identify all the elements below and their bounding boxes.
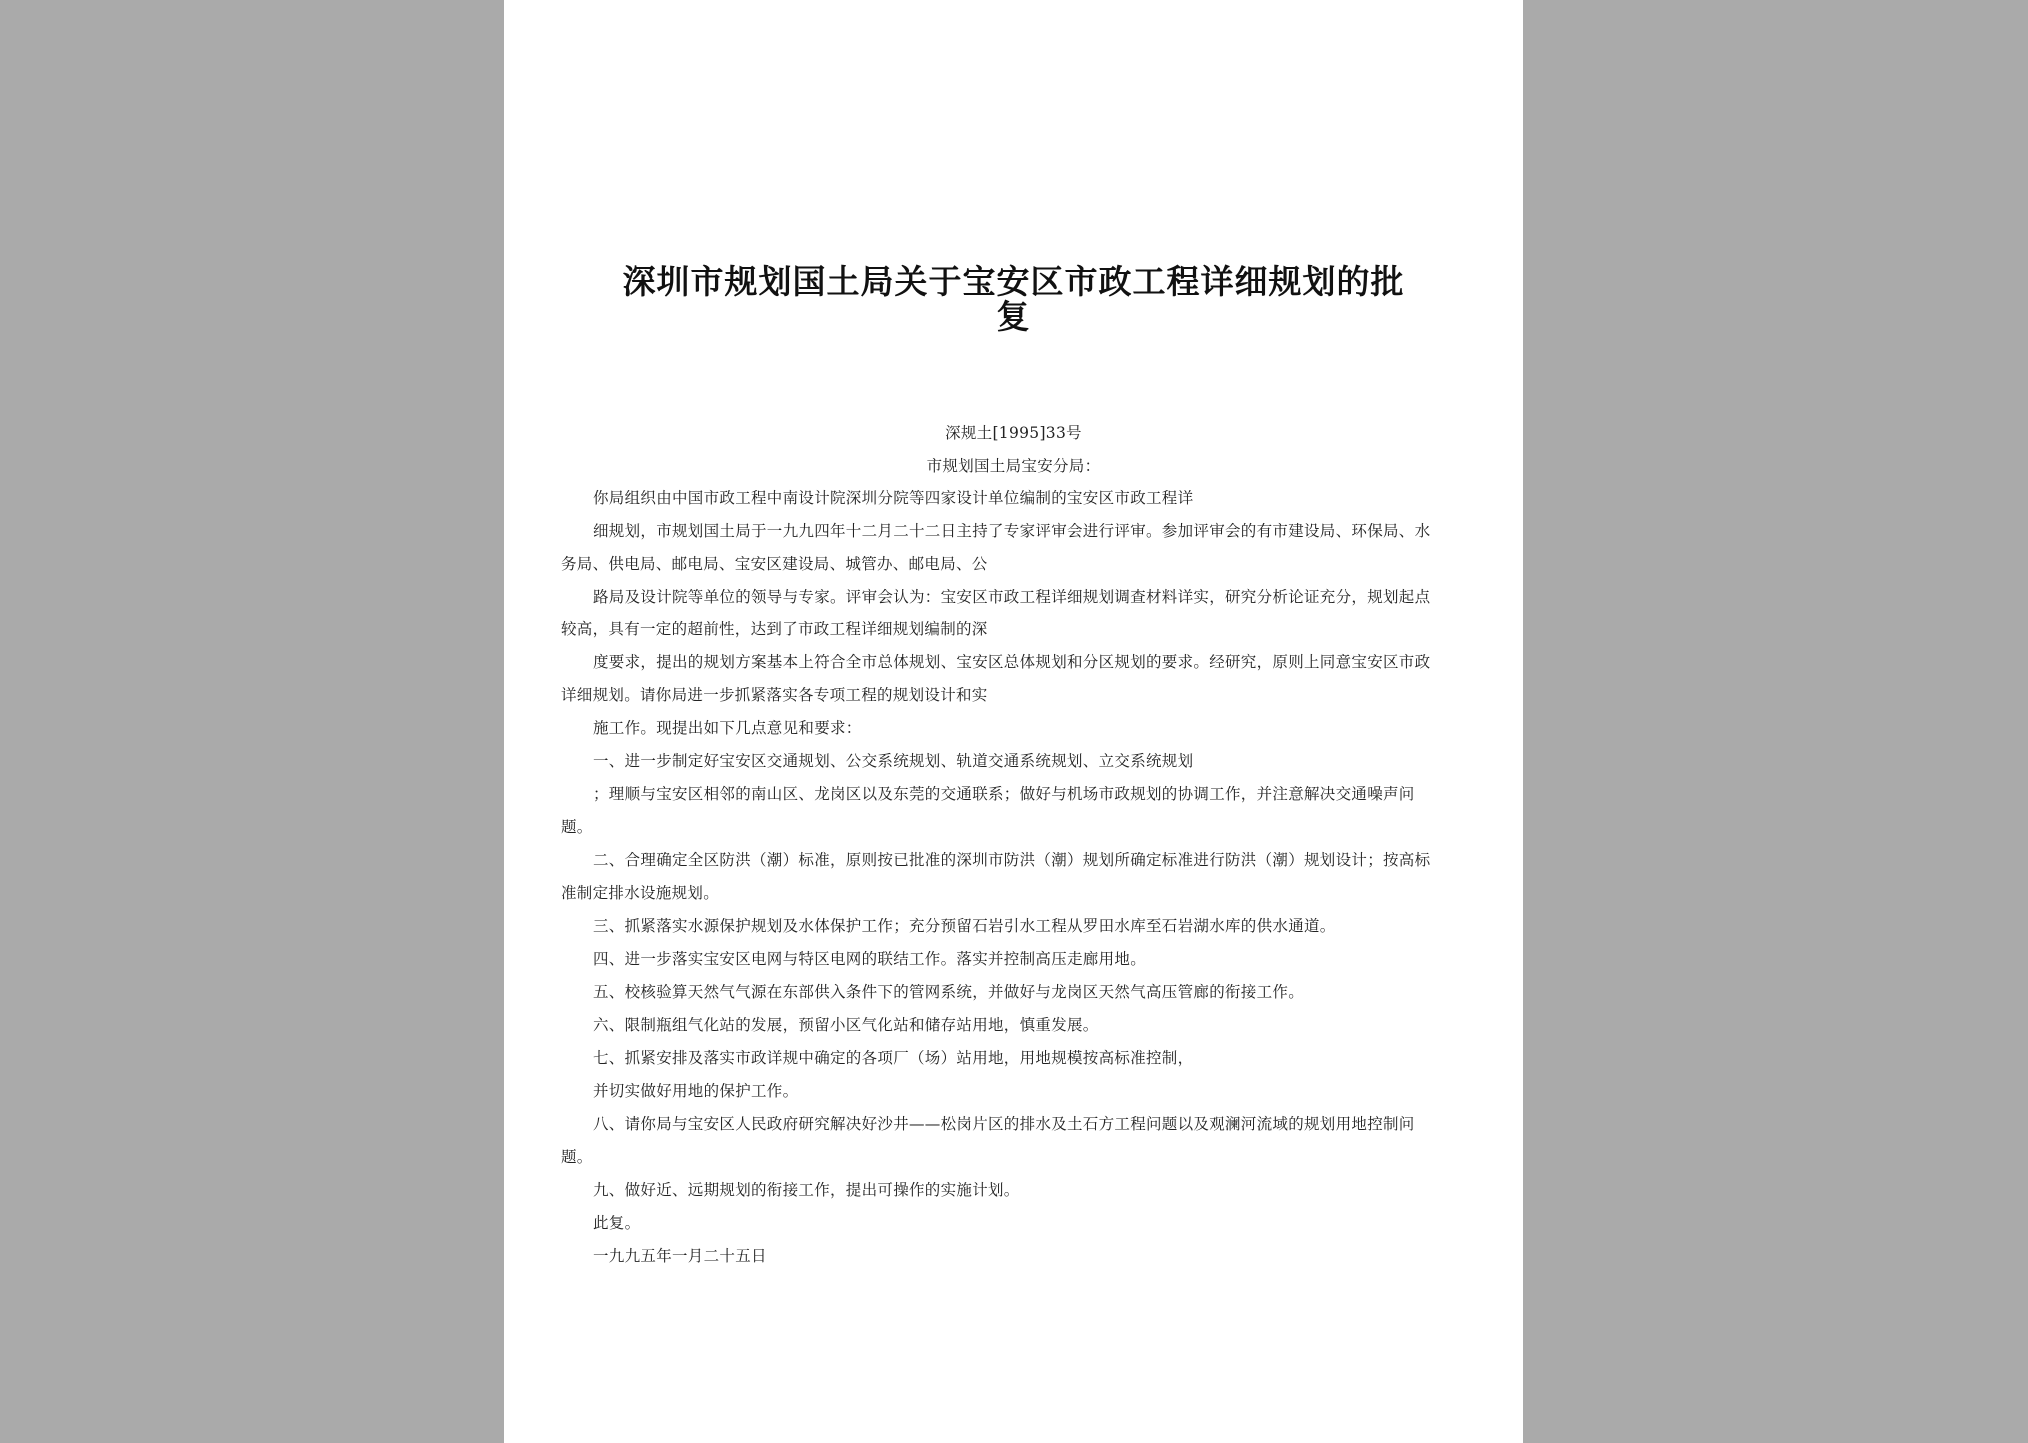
body-line: 九、做好近、远期规划的衔接工作，提出可操作的实施计划。 (593, 1181, 1020, 1199)
body-line: 并切实做好用地的保护工作。 (593, 1082, 799, 1100)
date-line: 一九九五年一月二十五日 (593, 1247, 767, 1265)
body-line: 你局组织由中国市政工程中南设计院深圳分院等四家设计单位编制的宝安区市政工程详 (593, 489, 1194, 507)
body-line: 三、抓紧落实水源保护规划及水体保护工作；充分预留石岩引水工程从罗田水库至石岩湖水库的供水通道。 (593, 917, 1336, 935)
body-line: 六、限制瓶组气化站的发展，预留小区气化站和储存站用地，慎重发展。 (593, 1016, 1099, 1034)
body-line: 路局及设计院等单位的领导与专家。评审会认为：宝安区市政工程详细规划调查材料详实，研究分析论证充分，规划起点 (593, 588, 1431, 606)
recipient-line: 市规划国土局宝安分局： (926, 457, 1101, 475)
body-line: 准制定排水设施规划。 (561, 884, 720, 902)
body-line: 施工作。现提出如下几点意见和要求： (593, 719, 862, 737)
body-line: ；理顺与宝安区相邻的南山区、龙岗区以及东莞的交通联系；做好与机场市政规划的协调工作，并注意解决交通噪声问 (593, 785, 1415, 803)
body-line: 一、进一步制定好宝安区交通规划、公交系统规划、轨道交通系统规划、立交系统规划 (593, 752, 1194, 770)
body-line: 二、合理确定全区防洪（潮）标准，原则按已批准的深圳市防洪（潮）规划所确定标准进行防洪（潮）规划设计；按高标 (593, 851, 1431, 869)
body-line: 八、请你局与宝安区人民政府研究解决好沙井——松岗片区的排水及土石方工程问题以及观澜河流域的规划用地控制问 (593, 1115, 1415, 1133)
closing-line: 此复。 (593, 1214, 641, 1232)
document-number: 深规土[1995]33号 (945, 424, 1082, 442)
body-line: 题。 (561, 1148, 593, 1166)
document-title-line-2: 复 (996, 297, 1031, 336)
body-line: 务局、供电局、邮电局、宝安区建设局、城管办、邮电局、公 (561, 555, 988, 573)
body-line: 度要求，提出的规划方案基本上符合全市总体规划、宝安区总体规划和分区规划的要求。经研究，原则上同意宝安区市政 (593, 653, 1431, 671)
body-line: 题。 (561, 818, 593, 836)
body-line: 七、抓紧安排及落实市政详规中确定的各项厂（场）站用地，用地规模按高标准控制， (593, 1049, 1194, 1067)
body-line: 四、进一步落实宝安区电网与特区电网的联结工作。落实并控制高压走廊用地。 (593, 950, 1147, 968)
document-title-line-1: 深圳市规划国土局关于宝安区市政工程详细规划的批 (622, 262, 1405, 301)
document-page (504, 0, 1523, 1443)
body-line: 较高，具有一定的超前性，达到了市政工程详细规划编制的深 (561, 620, 988, 638)
body-line: 详细规划。请你局进一步抓紧落实各专项工程的规划设计和实 (561, 686, 988, 704)
body-line: 五、校核验算天然气气源在东部供入条件下的管网系统，并做好与龙岗区天然气高压管廊的衔接工作。 (593, 983, 1305, 1001)
body-line: 细规划，市规划国土局于一九九四年十二月二十二日主持了专家评审会进行评审。参加评审会的有市建设局、环保局、水 (593, 522, 1431, 540)
